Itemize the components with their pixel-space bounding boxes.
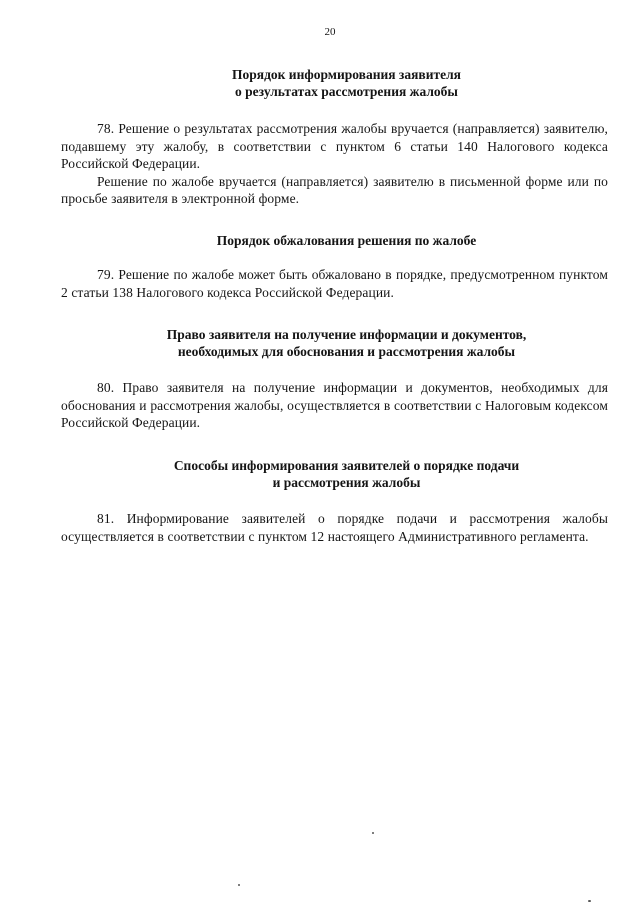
paragraph-79: 79. Решение по жалобе может быть обжаловано в порядке, предусмотренном пунктом 2 статьи 138 Налогового кодекса Российской Федерации. xyxy=(61,267,608,300)
paragraph-80: 80. Право заявителя на получение информации и документов, необходимых для обоснования и рассмотрения жалобы, осуществляется в соответствии с Налоговым кодексом Российской Федерации. xyxy=(61,380,608,430)
section-heading xyxy=(61,326,608,360)
heading-line: о результатах рассмотрения жалобы xyxy=(235,84,458,99)
paragraph-81: 81. Информирование заявителей о порядке подачи и рассмотрения жалобы осуществляется в соответствии с пунктом 12 настоящего Административного регламента. xyxy=(61,511,608,544)
paragraph-78-continued: Решение по жалобе вручается (направляется) заявителю в письменной форме или по просьбе заявителя в электронной форме. xyxy=(61,173,608,206)
section-informing-methods xyxy=(61,457,608,545)
scan-speck xyxy=(372,832,374,834)
page-number: 20 xyxy=(324,26,336,38)
paragraph-78: 78. Решение о результатах рассмотрения жалобы вручается (направляется) заявителю, подавшему эту жалобу, в соответствии с пунктом 6 статьи 140 Налогового кодекса Российской Федерации. xyxy=(61,121,608,171)
section-heading xyxy=(61,232,608,249)
heading-line: Порядок информирования заявителя xyxy=(232,67,461,82)
heading-line: Порядок обжалования решения по жалобе xyxy=(216,233,477,248)
heading-line: Право заявителя на получение информации и документов, xyxy=(166,327,527,342)
section-appeal-decision xyxy=(61,232,608,301)
heading-line: Способы информирования заявителей о порядке подачи xyxy=(173,458,520,473)
section-heading xyxy=(61,457,608,491)
scan-speck xyxy=(588,900,591,902)
heading-line: и рассмотрения жалобы xyxy=(272,475,421,490)
heading-line: необходимых для обоснования и рассмотрения жалобы xyxy=(177,344,516,359)
section-heading xyxy=(61,66,608,100)
scan-speck xyxy=(238,884,240,886)
section-informing-result xyxy=(61,66,608,208)
section-right-to-information xyxy=(61,326,608,432)
